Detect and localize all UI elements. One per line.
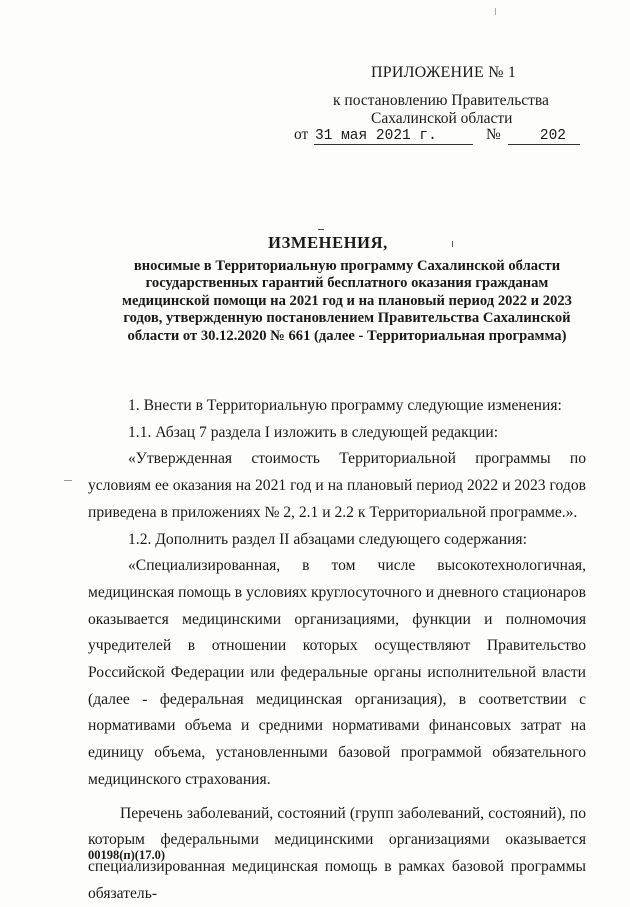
resolution-label: к постановлению Правительства [333, 92, 549, 109]
document-subtitle [108, 258, 586, 345]
document-title: ИЗМЕНЕНИЯ, [268, 233, 388, 252]
subtitle-line: годов, утвержденную постановлением Правительства Сахалинской [123, 310, 571, 327]
date-value: 31 мая 2021 г. [314, 128, 473, 145]
scan-speck [64, 480, 72, 481]
paragraph-list: Перечень заболеваний, состояний (групп заболеваний, состояний), по которым федеральными медицинскими организациями оказывается специализированная медицинская помощь в рамках базовой программы обязатель- [88, 804, 586, 902]
region-label: Сахалинской области [371, 110, 513, 127]
scan-speck [318, 229, 324, 230]
scan-speck [495, 8, 496, 15]
subtitle-line: медицинской помощи на 2021 год и на плановый период 2022 и 2023 [122, 292, 572, 309]
document-code: 00198(п)(17.0) [88, 848, 165, 862]
from-label: от [294, 126, 309, 143]
document-body [88, 393, 586, 907]
paragraph-1-1: 1.1. Абзац 7 раздела I изложить в следующей редакции: [128, 423, 499, 441]
paragraph-1-2-quote: «Специализированная, в том числе высокотехнологичная, медицинская помощь в условиях круглосуточного и дневного стационаров оказывается медицинскими организациями, функции и полномочия учредителей в отношении которых осуществляют Правительство Российской Федерации или федеральные органы исполнительной власти (далее - федеральная медицинская организация), в соответствии с нормативами объема и средними нормативами финансовых затрат на единицу объема, установленными базовой программой обязательного медицинского страхования. [88, 557, 586, 788]
number-value: 202 [508, 128, 580, 145]
number-label: № [486, 126, 501, 143]
subtitle-line: государственных гарантий бесплатного оказания гражданам [145, 275, 549, 292]
subtitle-line: области от 30.12.2020 № 661 (далее - Территориальная программа) [127, 327, 567, 344]
paragraph-1-2: 1.2. Дополнить раздел II абзацами следующего содержания: [128, 530, 527, 548]
date-number-row [294, 126, 594, 150]
scan-speck [452, 241, 453, 247]
appendix-label: ПРИЛОЖЕНИЕ № 1 [371, 64, 517, 81]
subtitle-line: вносимые в Территориальную программу Сахалинской области [133, 258, 561, 274]
paragraph-1: 1. Внести в Территориальную программу следующие изменения: [128, 397, 562, 414]
paragraph-1-1-quote: «Утвержденная стоимость Территориальной программы по условиям ее оказания на 2021 год и на плановый период 2022 и 2023 годов приведена в приложениях № 2, 2.1 и 2.2 к Территориальной программе.». [88, 450, 586, 521]
